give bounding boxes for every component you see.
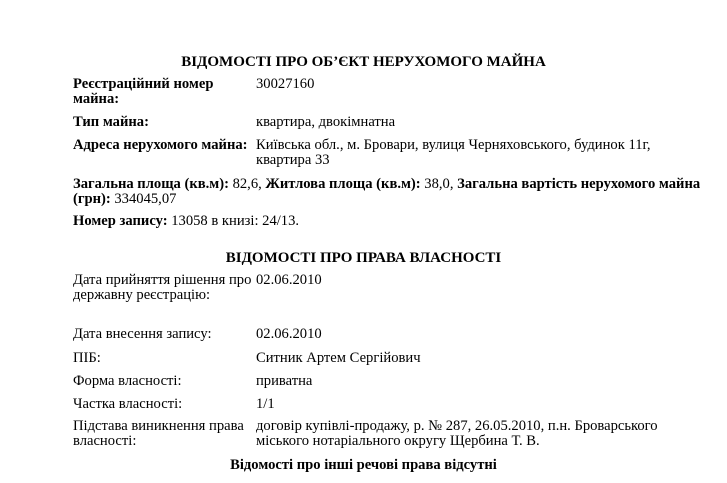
- total-cost-label: Загальна вартість нерухомого майна (грн):: [73, 176, 701, 207]
- record-number-label: Номер запису:: [73, 213, 168, 229]
- ownership-form-value: приватна: [256, 373, 313, 389]
- decision-date-value: 02.06.2010: [256, 272, 322, 288]
- property-type-label: Тип майна:: [73, 114, 149, 130]
- ownership-share-label: Частка власності:: [73, 396, 183, 412]
- total-cost-value: 334045,07: [110, 191, 177, 207]
- owner-name-value: Ситник Артем Сергійович: [256, 350, 421, 366]
- decision-date-label: Дата прийняття рішення про державну реєстрацію:: [73, 272, 252, 303]
- owner-name-label: ПІБ:: [73, 350, 101, 366]
- registration-number-value: 30027160: [256, 76, 315, 92]
- ownership-basis-value: договір купівлі-продажу, р. № 287, 26.05.2010, п.н. Броварського міського нотаріального округу Щербина Т. В.: [256, 418, 658, 449]
- record-number-line: [73, 214, 713, 229]
- record-number-value: 13058 в книзі: 24/13.: [167, 213, 300, 229]
- living-area-label: Житлова площа (кв.м):: [265, 176, 421, 192]
- registration-number-label: Реєстраційний номер майна:: [73, 76, 214, 107]
- area-and-cost-line: [73, 177, 713, 207]
- rights-section-title: ВІДОМОСТІ ПРО ПРАВА ВЛАСНОСТІ: [225, 250, 502, 266]
- property-address-value: Київська обл., м. Бровари, вулиця Черняховського, будинок 11г, квартира 33: [256, 137, 651, 168]
- property-type-value: квартира, двокімнатна: [256, 114, 396, 130]
- total-area-label: Загальна площа (кв.м):: [73, 176, 229, 192]
- property-address-label: Адреса нерухомого майна:: [73, 137, 248, 153]
- entry-date-label: Дата внесення запису:: [73, 326, 212, 342]
- other-rights-note: Відомості про інші речові права відсутні: [230, 457, 497, 473]
- living-area-value: 38,0,: [420, 176, 458, 192]
- ownership-basis-label: Підстава виникнення права власності:: [73, 418, 244, 449]
- ownership-share-value: 1/1: [256, 396, 275, 412]
- entry-date-value: 02.06.2010: [256, 326, 322, 342]
- ownership-form-label: Форма власності:: [73, 373, 182, 389]
- total-area-value: 82,6,: [228, 176, 266, 192]
- object-section-title: ВІДОМОСТІ ПРО ОБ’ЄКТ НЕРУХОМОГО МАЙНА: [181, 54, 546, 70]
